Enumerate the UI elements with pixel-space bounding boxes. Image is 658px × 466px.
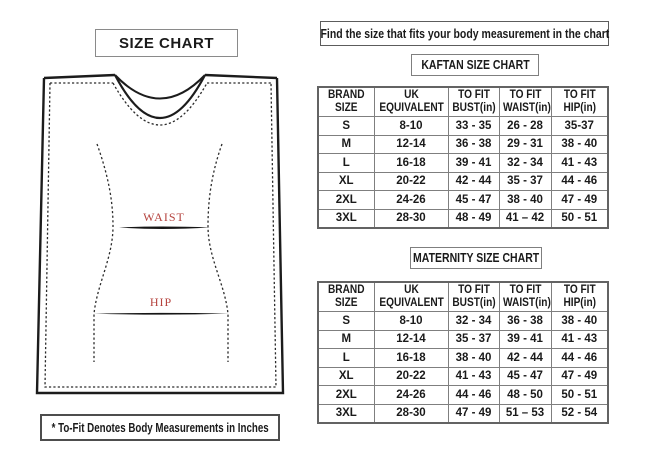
size-chart-title-box [95,29,238,57]
cell-uk: 20-22 [374,172,448,191]
table-row [318,135,608,154]
column-header-bust: TO FIT BUST(in) [448,282,499,312]
cell-hip: 47 - 49 [551,191,608,210]
cell-waist: 36 - 38 [499,312,551,331]
cell-hip: 50 - 51 [551,386,608,405]
cell-waist: 45 - 47 [499,367,551,386]
table-row [318,209,608,228]
cell-bust: 42 - 44 [448,172,499,191]
table-row [318,404,608,423]
cell-waist: 26 - 28 [499,117,551,136]
cell-size: S [318,312,374,331]
garment-stitch-border [45,83,276,387]
cell-size: S [318,117,374,136]
instruction-text: Find the size that fits your body measurement in the chart [320,26,609,41]
column-header-brand-size: BRAND SIZE [318,87,374,117]
cell-hip: 47 - 49 [551,367,608,386]
kaftan-garment-diagram [30,60,290,405]
kaftan-size-table [317,86,609,229]
column-header-hip: TO FIT HIP(in) [551,87,608,117]
cell-hip: 35-37 [551,117,608,136]
hip-label: HIP [149,295,173,309]
cell-size: XL [318,367,374,386]
table-row [318,349,608,368]
cell-bust: 38 - 40 [448,349,499,368]
cell-uk: 16-18 [374,349,448,368]
cell-uk: 28-30 [374,404,448,423]
cell-bust: 36 - 38 [448,135,499,154]
cell-size: 3XL [318,404,374,423]
cell-hip: 41 - 43 [551,154,608,173]
size-chart-title-label: SIZE CHART [119,34,214,52]
waist-measurement-line [119,227,210,229]
cell-size: M [318,330,374,349]
table-row [318,117,608,136]
cell-uk: 24-26 [374,386,448,405]
table-row [318,191,608,210]
table-row [318,154,608,173]
cell-uk: 12-14 [374,330,448,349]
cell-bust: 32 - 34 [448,312,499,331]
column-header-hip: TO FIT HIP(in) [551,282,608,312]
cell-waist: 32 - 34 [499,154,551,173]
cell-uk: 8-10 [374,117,448,136]
cell-bust: 33 - 35 [448,117,499,136]
cell-waist: 41 – 42 [499,209,551,228]
cell-hip: 50 - 51 [551,209,608,228]
cell-hip: 44 - 46 [551,349,608,368]
kaftan-header-row [318,87,608,117]
cell-size: 2XL [318,386,374,405]
column-header-waist: TO FIT WAIST(in) [499,87,551,117]
cell-waist: 51 – 53 [499,404,551,423]
column-header-waist: TO FIT WAIST(in) [499,282,551,312]
cell-size: XL [318,172,374,191]
cell-bust: 41 - 43 [448,367,499,386]
cell-waist: 48 - 50 [499,386,551,405]
cell-waist: 29 - 31 [499,135,551,154]
cell-size: 3XL [318,209,374,228]
column-header-bust: TO FIT BUST(in) [448,87,499,117]
cell-hip: 38 - 40 [551,312,608,331]
cell-bust: 35 - 37 [448,330,499,349]
cell-bust: 44 - 46 [448,386,499,405]
to-fit-note-text: * To-Fit Denotes Body Measurements in Inches [51,420,269,435]
waist-label: WAIST [143,210,185,224]
table-row [318,367,608,386]
cell-waist: 38 - 40 [499,191,551,210]
cell-bust: 45 - 47 [448,191,499,210]
cell-bust: 39 - 41 [448,154,499,173]
table-row [318,386,608,405]
instruction-box [320,21,609,46]
cell-uk: 24-26 [374,191,448,210]
cell-waist: 42 - 44 [499,349,551,368]
maternity-heading-label: MATERNITY SIZE CHART [412,251,540,265]
cell-uk: 8-10 [374,312,448,331]
cell-uk: 20-22 [374,367,448,386]
cell-size: 2XL [318,191,374,210]
garment-outline [37,75,283,393]
maternity-size-chart-heading [410,247,542,269]
cell-bust: 48 - 49 [448,209,499,228]
cell-uk: 28-30 [374,209,448,228]
table-row [318,330,608,349]
column-header-brand-size: BRAND SIZE [318,282,374,312]
cell-uk: 16-18 [374,154,448,173]
cell-hip: 52 - 54 [551,404,608,423]
table-row [318,172,608,191]
cell-size: L [318,154,374,173]
maternity-header-row [318,282,608,312]
cell-waist: 35 - 37 [499,172,551,191]
cell-hip: 44 - 46 [551,172,608,191]
cell-size: M [318,135,374,154]
table-row [318,312,608,331]
column-header-uk-equivalent: UK EQUIVALENT [374,282,448,312]
cell-hip: 38 - 40 [551,135,608,154]
cell-waist: 39 - 41 [499,330,551,349]
to-fit-note-box [40,414,280,441]
maternity-size-table [317,281,609,424]
body-contour-lines [94,144,228,362]
cell-uk: 12-14 [374,135,448,154]
hip-measurement-line [94,313,229,315]
cell-size: L [318,349,374,368]
cell-hip: 41 - 43 [551,330,608,349]
kaftan-heading-label: KAFTAN SIZE CHART [420,58,530,72]
column-header-uk-equivalent: UK EQUIVALENT [374,87,448,117]
cell-bust: 47 - 49 [448,404,499,423]
kaftan-size-chart-heading [411,54,539,76]
